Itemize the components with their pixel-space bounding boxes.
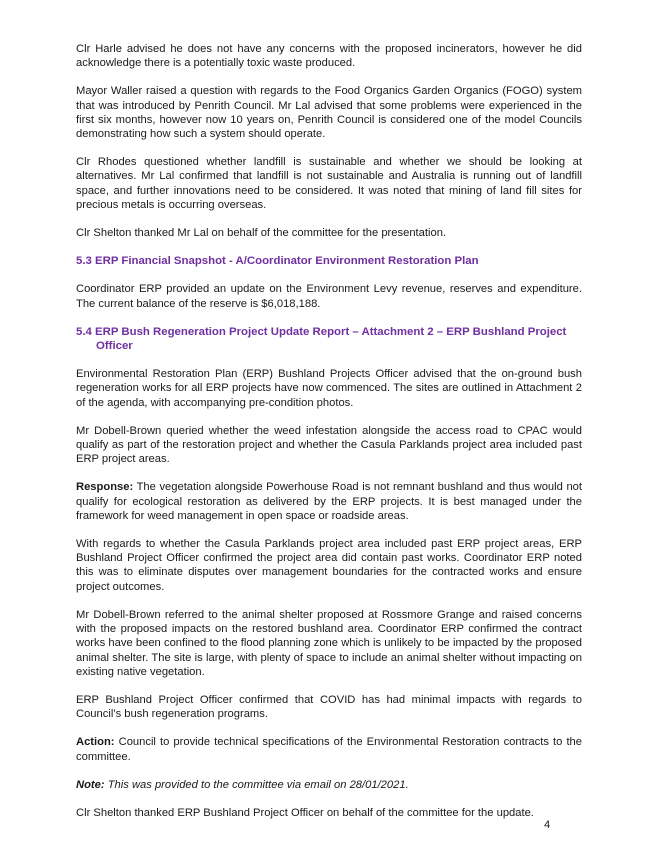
heading-5-3-title: ERP Financial Snapshot - A/Coordinator Environment Restoration Plan	[95, 255, 479, 268]
paragraph-note	[76, 778, 582, 792]
paragraph-response	[76, 480, 582, 523]
paragraph-dobell-brown-query: Mr Dobell-Brown queried whether the weed infestation alongside the access road to CPAC would qualify as part of the restoration project and whether the Casula Parklands project area included past ERP project areas.	[76, 424, 582, 466]
page-number: 4	[544, 819, 551, 831]
paragraph-harle: Clr Harle advised he does not have any concerns with the proposed incinerators, however he did acknowledge there is a potentially toxic waste produced.	[76, 43, 582, 70]
action-label: Action:	[76, 736, 115, 749]
paragraph-action	[76, 735, 582, 763]
response-text: The vegetation alongside Powerhouse Road is not remnant bushland and thus would not qualify for ecological restoration as delivered by the ERP projects. It is best managed under the framework for weed management in open space or roadside areas.	[76, 481, 582, 522]
document-page	[76, 42, 582, 834]
paragraph-casula: With regards to whether the Casula Parklands project area included past ERP project areas, ERP Bushland Project Officer confirmed the project area did contain past works. Coordinator ERP noted this was to eliminate disputes over management boundaries for the contracted works and ensure project outcomes.	[76, 538, 582, 593]
note-text: This was provided to the committee via email on 28/01/2021.	[104, 778, 409, 791]
paragraph-animal-shelter: Mr Dobell-Brown referred to the animal shelter proposed at Rossmore Grange and raised concerns with the proposed impacts on the restored bushland area. Coordinator ERP confirmed the contract works have been confined to the flood planning zone which is unlikely to be impacted by the proposed animal shelter. The site is large, with plenty of space to include an animal shelter without impacting on existing native vegetation.	[76, 608, 582, 678]
heading-5-4	[76, 325, 582, 353]
note-label: Note:	[76, 778, 105, 791]
paragraph-covid: ERP Bushland Project Officer confirmed that COVID has had minimal impacts with regards to Council’s bush regeneration programs.	[76, 693, 582, 721]
paragraph-levy-update: Coordinator ERP provided an update on the Environment Levy revenue, reserves and expenditure. The current balance of the reserve is $6,018,188.	[76, 283, 582, 310]
paragraph-shelton-thanks-officer: Clr Shelton thanked ERP Bushland Project Officer on behalf of the committee for the update.	[76, 806, 534, 819]
action-text: Council to provide technical specifications of the Environmental Restoration contracts to the committee.	[76, 736, 582, 763]
response-label: Response:	[76, 481, 134, 494]
paragraph-shelton-thanks-lal: Clr Shelton thanked Mr Lal on behalf of the committee for the presentation.	[76, 227, 447, 240]
heading-5-3	[76, 254, 582, 268]
paragraph-rhodes: Clr Rhodes questioned whether landfill is sustainable and whether we should be looking at alternatives. Mr Lal confirmed that landfill is not sustainable and Australia is running out of landfill space, and further innovations need to be considered. It was noted that mining of land fill sites for precious metals is occurring overseas.	[76, 156, 582, 211]
heading-5-4-number: 5.4	[76, 325, 92, 338]
paragraph-waller: Mayor Waller raised a question with regards to the Food Organics Garden Organics (FOGO) system that was introduced by Penrith Council. Mr Lal advised that some problems were experienced in the first six months, however now 10 years on, Penrith Council is considered one of the model Councils demonstrating how such a system should operate.	[76, 85, 582, 141]
heading-5-3-number: 5.3	[76, 255, 92, 268]
heading-5-4-title: ERP Bush Regeneration Project Update Report – Attachment 2 – ERP Bushland Project Officer	[95, 325, 567, 353]
paragraph-erp-commenced: Environmental Restoration Plan (ERP) Bushland Projects Officer advised that the on-ground bush regeneration works for all ERP projects have now commenced. The sites are outlined in Attachment 2 of the agenda, with accompanying pre-condition photos.	[76, 368, 582, 409]
